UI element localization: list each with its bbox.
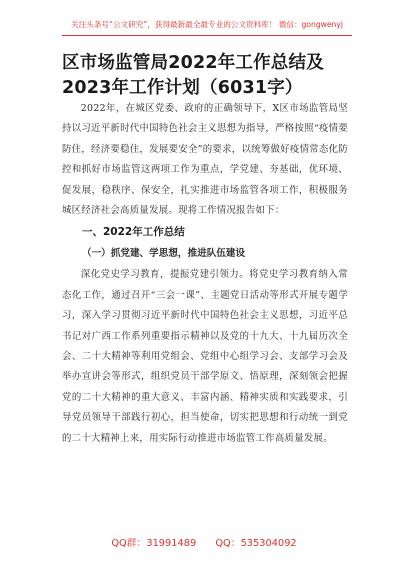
footer-contact bbox=[0, 535, 408, 549]
document-title: 区市场监管局2022年工作总结及2023年工作计划（6031字） bbox=[62, 53, 324, 98]
footer-qq-group: QQ群：31991489 bbox=[111, 538, 197, 549]
header-notice: 关注头条号“公文研究”，获得最新最全最专业的公文资料库！ 微信：gongwenyj bbox=[71, 20, 343, 29]
subsection-heading: （一）抓党建、学思想，推进队伍建设 bbox=[82, 248, 246, 260]
footer-qq: QQ：535304092 bbox=[215, 538, 297, 549]
section-heading: 一、2022年工作总结 bbox=[82, 226, 185, 239]
subsection-paragraph: 深化党史学习教育，提振党建引领力。将党史学习教育纳入常态化工作，通过召开“三会一课”、主题党日活动等形式开展专题学习，深入学习贯彻习近平新时代中国特色社会主义思想，习近平总书记对广西工作系列重要指示精神以及党的十九大、十九届历次全会、二十大精神等利用党组会、党组中心组学习会、支部学习会及举办宣讲会等形式，组织党员干部学原文、悟原理，深刻领会把握党的二十大精神的重大意义、丰富内涵、精神实质和实践要求，引导党员领导干部践行初心，担当使命，切实把思想和行动统一到党的二十大精神上来，用实际行动推进市场监管工作高质量发展。 bbox=[62, 269, 348, 444]
document-body bbox=[62, 99, 348, 449]
intro-paragraph: 2022年，在城区党委、政府的正确领导下，X区市场监管局坚持以习近平新时代中国特色社会主义思想为指导，严格按照“疫情要防住，经济要稳住，发展要安全”的要求，以统筹做好疫情常态化防控和抓好市场监管这两项工作为重点，学党建、夯基础，优环境、促发展，稳秩序、保安全，扎实推进市场监管各项工作，积极服务城区经济社会高质量发展。现将工作情况报告如下： bbox=[62, 103, 348, 217]
header-banner bbox=[62, 17, 352, 36]
